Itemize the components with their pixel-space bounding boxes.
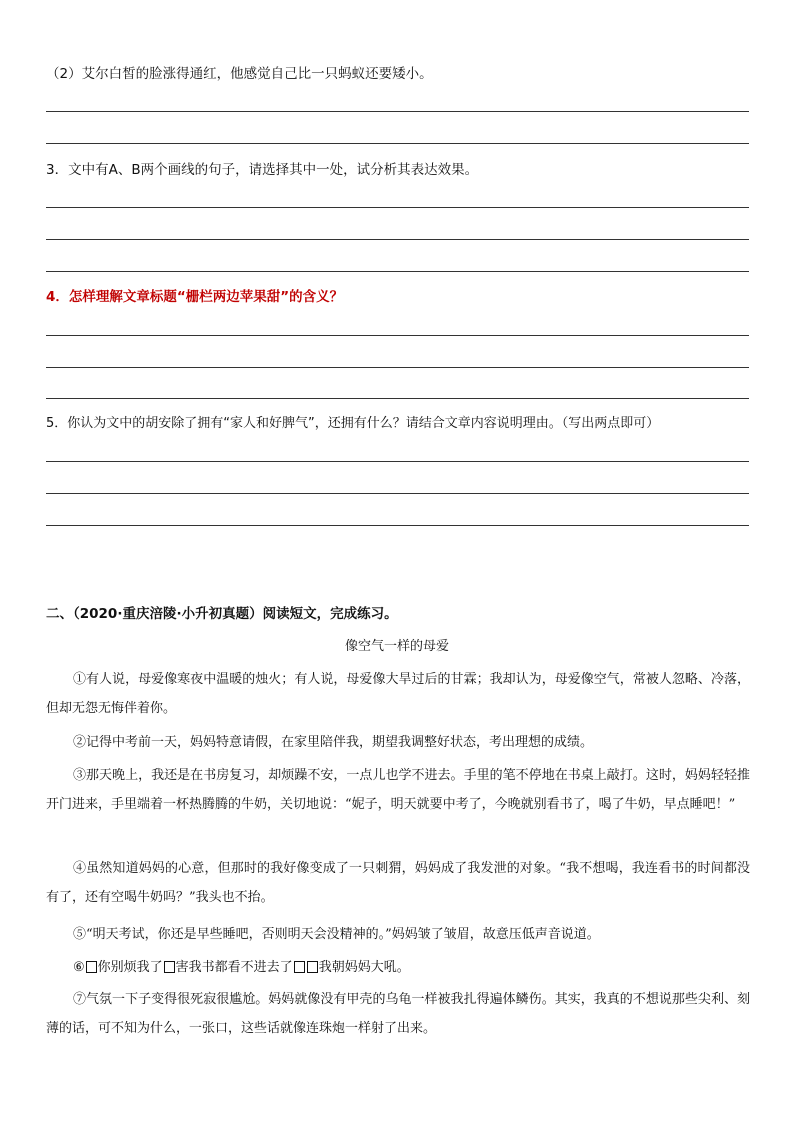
answer-line[interactable] bbox=[46, 461, 749, 462]
p6-text-3: 我朝妈妈大吼。 bbox=[318, 960, 410, 975]
article-title: 像空气一样的母爱 bbox=[344, 639, 449, 654]
p6-text-1: 你别烦我了 bbox=[97, 960, 163, 975]
answer-line[interactable] bbox=[46, 525, 749, 526]
question-3: 3．文中有A、B两个画线的句子，请选择其中一处，试分析其表达效果。 bbox=[46, 162, 479, 178]
answer-line[interactable] bbox=[46, 493, 749, 494]
blank-box[interactable] bbox=[86, 961, 97, 973]
paragraph-7: ⑦气氛一下子变得很死寂很尴尬。妈妈就像没有甲壳的乌龟一样被我扎得遍体鳞伤。其实，我真的不想说那些尖利、刻薄的话，可不知为什么，一张口，这些话就像连珠炮一样射了出来。 bbox=[46, 992, 750, 1036]
paragraph-4: ④虽然知道妈妈的心意，但那时的我好像变成了一只刺猬，妈妈成了我发泄的对象。“我不想喝，我连看书的时间都没有了，还有空喝牛奶吗？”我头也不抬。 bbox=[46, 861, 750, 905]
question-4: 4．怎样理解文章标题“栅栏两边苹果甜”的含义？ bbox=[46, 289, 344, 305]
paragraph-1: ①有人说，母爱像寒夜中温暖的烛火；有人说，母爱像大旱过后的甘霖；我却认为，母爱像空气，常被人忽略、冷落，但却无怨无悔伴着你。 bbox=[46, 672, 750, 716]
answer-line[interactable] bbox=[46, 143, 749, 144]
answer-line[interactable] bbox=[46, 207, 749, 208]
section-heading: 二、（2020·重庆涪陵·小升初真题）阅读短文，完成练习。 bbox=[46, 606, 398, 622]
blank-box[interactable] bbox=[307, 961, 318, 973]
question-5: 5．你认为文中的胡安除了拥有“家人和好脾气”，还拥有什么？请结合文章内容说明理由。（写出两点即可） bbox=[46, 416, 660, 431]
blank-box[interactable] bbox=[164, 961, 175, 973]
answer-line[interactable] bbox=[46, 271, 749, 272]
paragraph-3: ③那天晚上，我还是在书房复习，却烦躁不安，一点儿也学不进去。手里的笔不停地在书桌上敲打。这时，妈妈轻轻推开门进来，手里端着一杯热腾腾的牛奶，关切地说：“妮子，明天就要中考了，今晚就别看书了，喝了牛奶，早点睡吧！” bbox=[46, 768, 750, 812]
answer-line[interactable] bbox=[46, 239, 749, 240]
blank-box[interactable] bbox=[294, 961, 305, 973]
paragraph-5: ⑤“明天考试，你还是早些睡吧，否则明天会没精神的。”妈妈皱了皱眉，故意压低声音说道。 bbox=[73, 927, 600, 942]
question-2-sub: （2）艾尔白皙的脸涨得通红，他感觉自己比一只蚂蚁还要矮小。 bbox=[46, 66, 433, 82]
paragraph-2: ②记得中考前一天，妈妈特意请假，在家里陪伴我，期望我调整好状态，考出理想的成绩。 bbox=[73, 735, 594, 750]
p6-num: ⑥ bbox=[73, 960, 85, 975]
answer-line[interactable] bbox=[46, 111, 749, 112]
answer-line[interactable] bbox=[46, 335, 749, 336]
answer-line[interactable] bbox=[46, 398, 749, 399]
answer-line[interactable] bbox=[46, 367, 749, 368]
p6-text-2: 害我书都看不进去了 bbox=[175, 960, 293, 975]
paragraph-6 bbox=[46, 953, 750, 982]
